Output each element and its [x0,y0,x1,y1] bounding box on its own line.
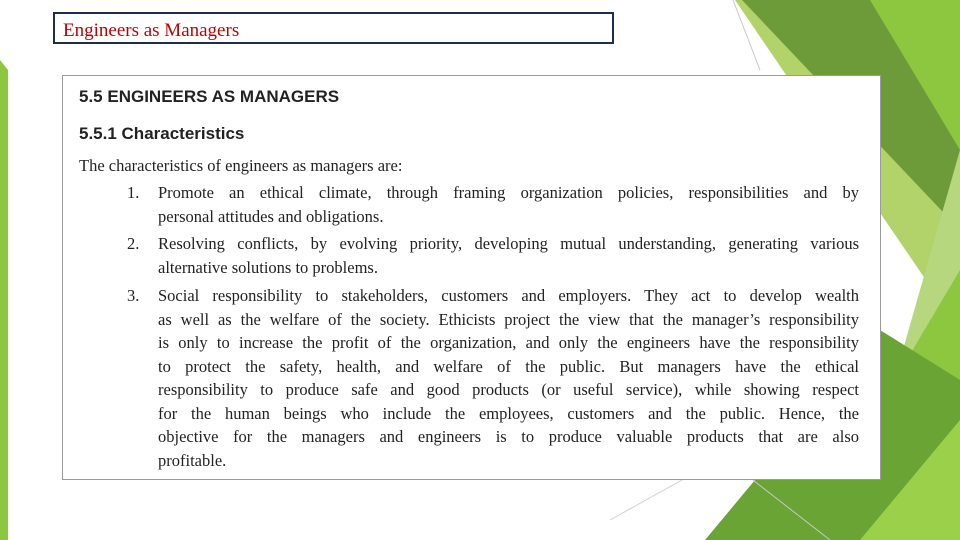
list-item-line: profitable. [158,450,227,470]
list-item-line: is only to increase the profit of the organization, and only the engineers have the responsibility [158,333,859,352]
list-item-number: 3. [127,286,140,305]
list-item-line: objective for the managers and engineers is to produce valuable products that are also [158,427,859,446]
section-heading: 5.5 ENGINEERS AS MANAGERS [79,87,340,106]
list-item-line: Resolving conflicts, by evolving priority, developing mutual understanding, generating various [158,234,859,253]
list-item-line: as well as the welfare of the society. Ethicists project the view that the manager’s responsibility [158,309,859,329]
slide-title: Engineers as Managers [63,20,240,41]
list-item-line: personal attitudes and obligations. [158,207,384,226]
green-shape-left-edge [0,60,8,540]
subsection-heading: 5.5.1 Characteristics [79,124,245,143]
document-image [62,75,881,480]
list-item-line: Social responsibility to stakeholders, customers and employers. They act to develop wealth [158,286,859,305]
list-item-line: to protect the safety, health, and welfare of the public. But managers have the ethical [158,356,859,376]
list-item-line: alternative solutions to problems. [158,258,378,277]
list-item-line: responsibility to produce safe and good products (or useful service), while showing respect [158,380,859,399]
list-item-number: 1. [127,183,140,202]
slide-title-box [53,12,614,44]
list-item-line: for the human beings who include the employees, customers and the public. Hence, the [158,403,859,423]
intro-text: The characteristics of engineers as managers are: [79,156,403,175]
list-item-number: 2. [127,234,140,253]
list-item-line: Promote an ethical climate, through framing organization policies, responsibilities and by [158,183,859,202]
